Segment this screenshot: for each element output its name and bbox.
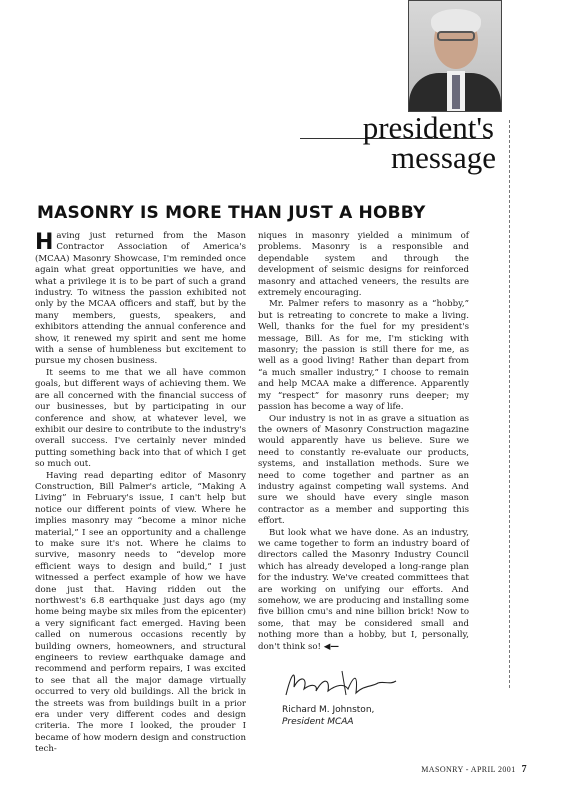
article-paragraph [258,528,469,653]
article-paragraph: Mr. Palmer refers to masonry as a “hobby,” but is retreating to concrete to make a living. Well, thanks for the fuel for my president's message, Bill. As for me, I'm sticking with masonry; the passion is still there for me, as well as a good living! Rather than depart from “a much smaller industry,” I choose to remain and help MCAA make a difference. Apparently my “respect” for masonry runs deeper; my passion has become a way of life. [258,299,469,413]
signature-name: Richard M. Johnston, [282,705,375,715]
page-footer [421,764,527,775]
article-paragraph: Our industry is not in as grave a situation as the owners of Masonry Construction magazine would apparently have us believe. Sure we need to constantly re-evaluate our products, systems, and installation methods. Sure we need to come together and partner as an industry against competing wall systems. And sure we should have every single mason contractor as a member and supporting this effort. [258,413,469,527]
paragraph-text: But look what we have done. As an industry, we came together to form an industry board of directors called the Masonry Industry Council which has already developed a long-range plan for the industry. We've created committees that are working on unifying our efforts. And somehow, we are producing and installing some five billion cmu's and nine billion brick! Now to some, that may be considered small and nothing more than a hobby, but I, personally, don't think so! [258,527,469,652]
article-column-right [258,231,469,653]
end-arrow-icon: ◀— [323,641,339,652]
article-paragraph: Having read departing editor of Masonry Construction, Bill Palmer's article, “Making A Living” in February's issue, I can't help but notice our different points of view. Where he implies masonry may “become a minor niche material,” I see an opportunity and a challenge to make sure it's not. Where he claims to survive, masonry needs to “develop more efficient ways to design and build,” I just witnessed a perfect example of how we have done just that. Having ridden out the northwest's 6.8 earthquake just days ago (my home being maybe six miles from the epicenter) a very significant fact emerged. Having been called on numerous occasions recently by building owners, homeowners, and structural engineers to review earthquake damage and recommend and perform repairs, I was excited to see that all the major damage virtually occurred to very old buildings. All the brick in the streets was from buildings built in a prior era under very different codes and design criteria. The more I looked, the prouder I became of how modern design and construction tech- [35,470,246,755]
article-paragraph: It seems to me that we all have common goals, but different ways of achieving them. We are all concerned with the financial success of our businesses, but by participating in our conference and show, at whatever level, we exhibit our desire to contribute to the industry's overall success. I've certainly never minded putting something back into that of which I get so much out. [35,367,246,470]
dashed-margin-rule [509,120,510,688]
page-number: 7 [521,764,527,775]
drop-cap: H [35,230,54,255]
photo-glasses [437,31,475,41]
president-photo [408,0,502,112]
article-headline: MASONRY IS MORE THAN JUST A HOBBY [37,203,426,223]
signature-title: President MCAA [282,717,354,727]
photo-tie [452,75,460,109]
masthead-line2: message [390,140,496,175]
handwritten-signature [282,665,402,701]
photo-hair [431,9,481,33]
article-column-left [35,231,246,756]
masthead-line1: president's [362,110,494,145]
article-paragraph [35,231,246,368]
footer-publication: MASONRY - APRIL 2001 [421,765,516,774]
masthead [300,110,500,180]
paragraph-text: aving just returned from the Mason Contractor Association of America's (MCAA) Masonry Showcase, I'm reminded once again what great opportunities we have, and what a privilege it is to be part of such a grand industry. To witness the passion exhibited not only by the MCAA officers and staff, but by the many members, guests, speakers, and exhibitors attending the annual conference and show, it renewed my spirit and sent me home with a sense of humbleness but excitement to pursue my chosen business. [35,231,246,367]
article-paragraph: niques in masonry yielded a minimum of problems. Masonry is a responsible and dependable system and through the development of seismic designs for reinforced masonry and attached veneers, the results are extremely encouraging. [258,231,469,299]
